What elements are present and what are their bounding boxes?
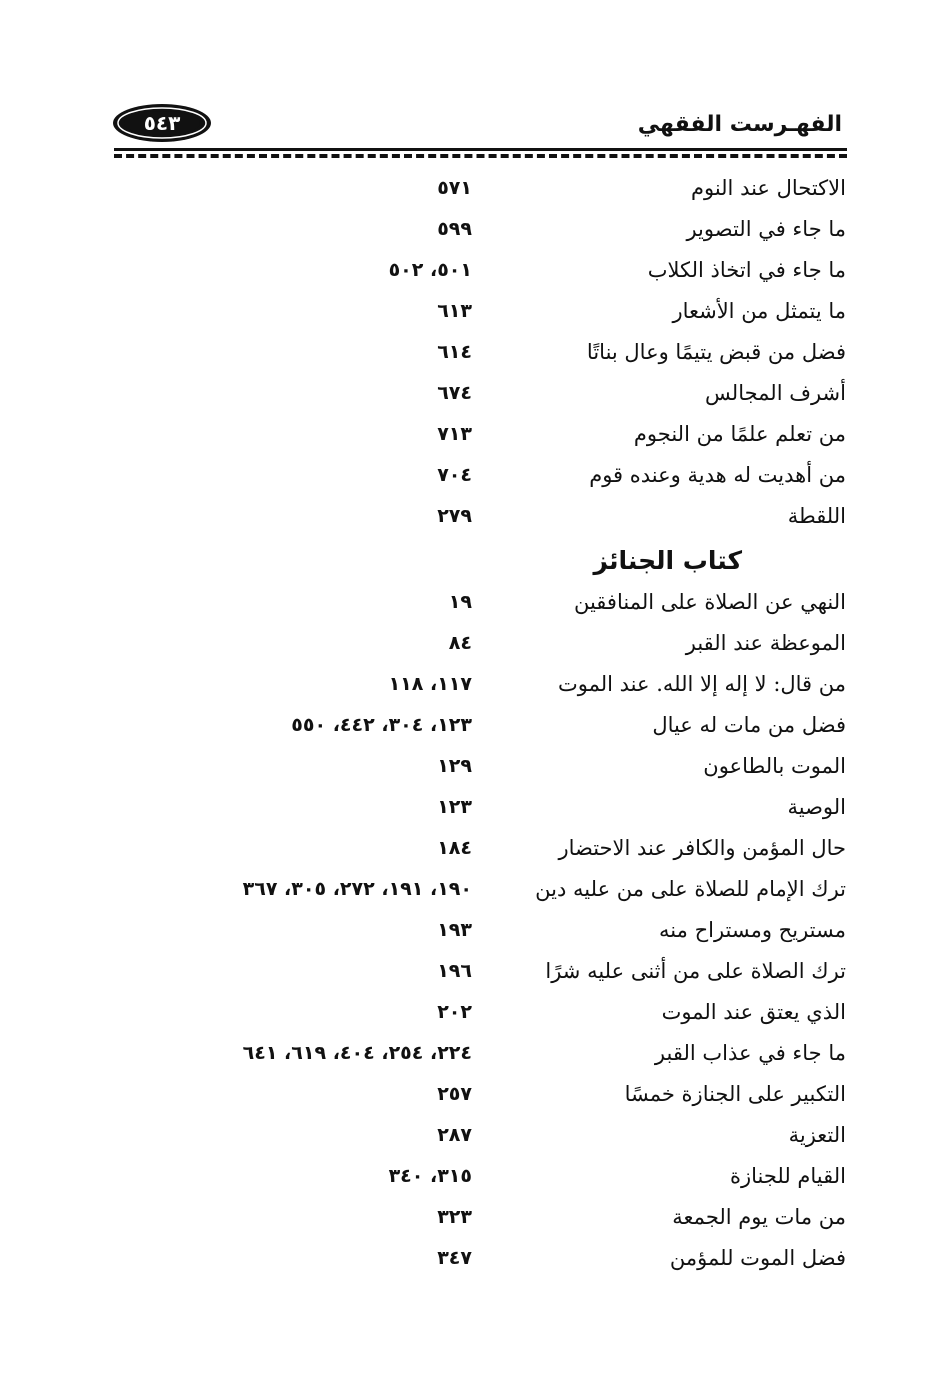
entry-pages: ٢٥٧ bbox=[437, 1083, 472, 1105]
entry-title: ما جاء في عذاب القبر bbox=[654, 1041, 846, 1065]
entry-pages: ١٩٣ bbox=[437, 919, 472, 941]
entry-title: الذي يعتق عند الموت bbox=[661, 1000, 846, 1024]
index-entry bbox=[0, 951, 946, 992]
entry-title: فضل من قبض يتيمًا وعال بناتًا bbox=[586, 340, 846, 364]
index-entry bbox=[0, 1197, 946, 1238]
entry-pages: ٣١٥، ٣٤٠ bbox=[388, 1165, 472, 1187]
index-entry bbox=[0, 168, 946, 209]
index-entry bbox=[0, 250, 946, 291]
entry-pages: ٥٧١ bbox=[437, 177, 472, 199]
entry-title: ترك الصلاة على من أثنى عليه شرًا bbox=[545, 959, 846, 983]
entry-pages: ٣٤٧ bbox=[437, 1247, 472, 1269]
entry-title: أشرف المجالس bbox=[705, 381, 846, 405]
index-entry bbox=[0, 664, 946, 705]
entry-title: مستريح ومستراح منه bbox=[659, 918, 846, 942]
index-entry bbox=[0, 787, 946, 828]
entry-title: القيام للجنازة bbox=[729, 1164, 846, 1188]
index-entry bbox=[0, 992, 946, 1033]
entry-pages: ٢٧٩ bbox=[437, 505, 472, 527]
index-entry bbox=[0, 414, 946, 455]
entry-pages: ٧١٣ bbox=[437, 423, 472, 445]
entry-pages: ٥٩٩ bbox=[437, 218, 472, 240]
entry-pages: ٢٨٧ bbox=[437, 1124, 472, 1146]
entry-pages: ٦٧٤ bbox=[437, 382, 472, 404]
section-heading: كتاب الجنائز bbox=[593, 546, 742, 575]
entry-pages: ٢٢٤، ٢٥٤، ٤٠٤، ٦١٩، ٦٤١ bbox=[242, 1042, 472, 1064]
entry-pages: ١٩٦ bbox=[437, 960, 472, 982]
index-entry bbox=[0, 1156, 946, 1197]
entry-title: ما جاء في التصوير bbox=[686, 217, 846, 241]
entry-pages: ٨٤ bbox=[448, 632, 472, 654]
index-entry bbox=[0, 291, 946, 332]
index-entry bbox=[0, 1115, 946, 1156]
entry-title: الوصية bbox=[787, 795, 846, 819]
entry-title: ما جاء في اتخاذ الكلاب bbox=[647, 258, 846, 282]
page-number-badge bbox=[112, 103, 212, 143]
index-entry bbox=[0, 1033, 946, 1074]
entry-pages: ١٩٠، ١٩١، ٢٧٢، ٣٠٥، ٣٦٧ bbox=[242, 878, 472, 900]
entry-title: الموعظة عند القبر bbox=[685, 631, 846, 655]
index-entry bbox=[0, 1238, 946, 1279]
entry-pages: ٦١٣ bbox=[437, 300, 472, 322]
entry-pages: ٧٠٤ bbox=[437, 464, 472, 486]
entry-title: فضل من مات له عيال bbox=[652, 713, 846, 737]
entry-pages: ١٨٤ bbox=[437, 837, 472, 859]
header-rule bbox=[114, 148, 847, 151]
index-entry bbox=[0, 910, 946, 951]
entry-title: ما يتمثل من الأشعار bbox=[672, 299, 846, 323]
index-entry bbox=[0, 623, 946, 664]
entry-pages: ٣٢٣ bbox=[437, 1206, 472, 1228]
index-entry bbox=[0, 582, 946, 623]
entry-pages: ٥٠١، ٥٠٢ bbox=[388, 259, 472, 281]
entry-pages: ٢٠٢ bbox=[437, 1001, 472, 1023]
entry-title: من تعلم علمًا من النجوم bbox=[633, 422, 846, 446]
entry-pages: ١٩ bbox=[448, 591, 472, 613]
entry-title: التكبير على الجنازة خمسًا bbox=[624, 1082, 846, 1106]
entry-title: التعزية bbox=[788, 1123, 846, 1147]
entry-title: من أهديت له هدية وعنده قوم bbox=[589, 463, 846, 487]
index-entry bbox=[0, 332, 946, 373]
index-entry bbox=[0, 869, 946, 910]
page-header-title: الفهـرست الفقهي bbox=[637, 112, 842, 137]
entry-pages: ١١٧، ١١٨ bbox=[388, 673, 472, 695]
index-entry bbox=[0, 455, 946, 496]
entry-title: فضل الموت للمؤمن bbox=[669, 1246, 846, 1270]
entry-pages: ١٢٣ bbox=[437, 796, 472, 818]
entry-title: النهي عن الصلاة على المنافقين bbox=[573, 590, 846, 614]
index-entry bbox=[0, 496, 946, 537]
entry-title: من قال: لا إله إلا الله. عند الموت bbox=[557, 672, 846, 696]
entry-title: من مات يوم الجمعة bbox=[672, 1205, 846, 1229]
entry-pages: ٦١٤ bbox=[437, 341, 472, 363]
entry-pages: ١٢٣، ٣٠٤، ٤٤٢، ٥٥٠ bbox=[291, 714, 472, 736]
entry-title: اللقطة bbox=[787, 504, 846, 528]
entry-title: الاكتحال عند النوم bbox=[690, 176, 846, 200]
entry-title: ترك الإمام للصلاة على من عليه دين bbox=[535, 877, 846, 901]
index-entry bbox=[0, 746, 946, 787]
index-entry bbox=[0, 705, 946, 746]
entry-title: الموت بالطاعون bbox=[703, 754, 846, 778]
index-entry bbox=[0, 373, 946, 414]
entry-title: حال المؤمن والكافر عند الاحتضار bbox=[558, 836, 846, 860]
entry-pages: ١٢٩ bbox=[437, 755, 472, 777]
index-entry bbox=[0, 1074, 946, 1115]
header-dashed-rule bbox=[114, 154, 847, 158]
page-number: ٥٤٣ bbox=[143, 111, 181, 135]
index-entry bbox=[0, 828, 946, 869]
index-entry bbox=[0, 209, 946, 250]
